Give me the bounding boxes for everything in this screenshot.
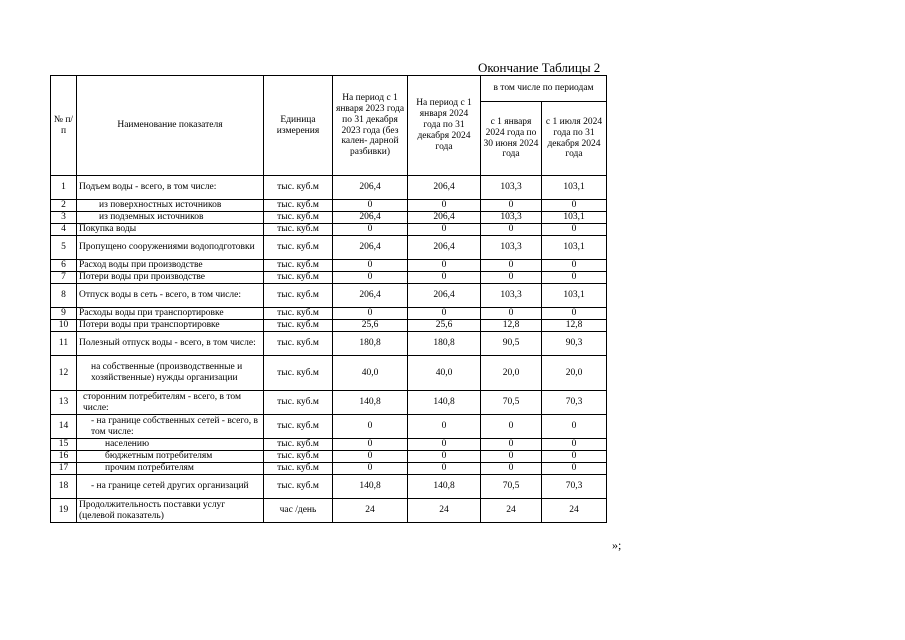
value-2024: 0 <box>408 200 481 212</box>
value-2023: 24 <box>333 499 408 523</box>
indicator-name: Потери воды при производстве <box>77 272 264 284</box>
value-h2-2024: 24 <box>542 499 607 523</box>
table-row <box>51 224 607 236</box>
row-number: 15 <box>51 439 77 451</box>
table-row <box>51 391 607 415</box>
water-balance-table <box>50 75 607 523</box>
value-2024: 40,0 <box>408 356 481 391</box>
row-number: 4 <box>51 224 77 236</box>
table-row <box>51 320 607 332</box>
value-2023: 206,4 <box>333 212 408 224</box>
value-h2-2024: 0 <box>542 260 607 272</box>
value-h2-2024: 0 <box>542 200 607 212</box>
unit-cell: тыс. куб.м <box>264 272 333 284</box>
table-row <box>51 356 607 391</box>
value-h2-2024: 20,0 <box>542 356 607 391</box>
indicator-name: - на границе сетей других организаций <box>77 475 264 499</box>
value-2023: 140,8 <box>333 391 408 415</box>
value-2024: 0 <box>408 260 481 272</box>
value-2023: 0 <box>333 463 408 475</box>
value-h1-2024: 90,5 <box>481 332 542 356</box>
table-row <box>51 451 607 463</box>
indicator-name: Отпуск воды в сеть - всего, в том числе: <box>77 284 264 308</box>
value-h2-2024: 70,3 <box>542 391 607 415</box>
indicator-name: Покупка воды <box>77 224 264 236</box>
value-h1-2024: 70,5 <box>481 475 542 499</box>
unit-cell: тыс. куб.м <box>264 463 333 475</box>
unit-cell: тыс. куб.м <box>264 224 333 236</box>
table-caption: Окончание Таблицы 2 <box>478 60 601 75</box>
unit-cell: тыс. куб.м <box>264 308 333 320</box>
row-number: 9 <box>51 308 77 320</box>
table-row <box>51 212 607 224</box>
unit-cell: тыс. куб.м <box>264 332 333 356</box>
value-2024: 0 <box>408 224 481 236</box>
value-h1-2024: 0 <box>481 451 542 463</box>
table-row <box>51 415 607 439</box>
value-2023: 206,4 <box>333 236 408 260</box>
value-h2-2024: 0 <box>542 463 607 475</box>
value-h1-2024: 0 <box>481 260 542 272</box>
unit-cell: тыс. куб.м <box>264 200 333 212</box>
unit-cell: тыс. куб.м <box>264 475 333 499</box>
row-number: 17 <box>51 463 77 475</box>
row-number: 8 <box>51 284 77 308</box>
header-period-2023: На период с 1 января 2023 года по 31 декабря 2023 года (без кален- дарной разбивки) <box>333 76 408 176</box>
indicator-name: Потери воды при транспортировке <box>77 320 264 332</box>
value-2024: 140,8 <box>408 391 481 415</box>
value-2023: 140,8 <box>333 475 408 499</box>
indicator-name: на собственные (производственные и хозяйственные) нужды организации <box>77 356 264 391</box>
value-2023: 0 <box>333 260 408 272</box>
value-2024: 206,4 <box>408 284 481 308</box>
indicator-name: из подземных источников <box>77 212 264 224</box>
value-2024: 140,8 <box>408 475 481 499</box>
unit-cell: тыс. куб.м <box>264 320 333 332</box>
value-2024: 0 <box>408 439 481 451</box>
closing-quote: »; <box>612 538 622 552</box>
header-half-1: с 1 января 2024 года по 30 июня 2024 года <box>481 102 542 176</box>
indicator-name: населению <box>77 439 264 451</box>
unit-cell: тыс. куб.м <box>264 260 333 272</box>
indicator-name: Расход воды при производстве <box>77 260 264 272</box>
row-number: 10 <box>51 320 77 332</box>
value-h2-2024: 0 <box>542 272 607 284</box>
unit-cell: тыс. куб.м <box>264 176 333 200</box>
value-2023: 0 <box>333 415 408 439</box>
table-row <box>51 200 607 212</box>
value-2023: 206,4 <box>333 284 408 308</box>
value-h2-2024: 90,3 <box>542 332 607 356</box>
header-period-2024: На период с 1 января 2024 года по 31 декабря 2024 года <box>408 76 481 176</box>
indicator-name: Расходы воды при транспортировке <box>77 308 264 320</box>
value-h1-2024: 70,5 <box>481 391 542 415</box>
value-h2-2024: 0 <box>542 451 607 463</box>
value-h1-2024: 103,3 <box>481 236 542 260</box>
row-number: 3 <box>51 212 77 224</box>
row-number: 7 <box>51 272 77 284</box>
value-h2-2024: 0 <box>542 415 607 439</box>
value-2023: 0 <box>333 200 408 212</box>
value-h2-2024: 103,1 <box>542 212 607 224</box>
header-num: № п/п <box>51 76 77 176</box>
value-h2-2024: 12,8 <box>542 320 607 332</box>
table-row <box>51 463 607 475</box>
table-row <box>51 308 607 320</box>
table-row <box>51 272 607 284</box>
header-half-2: с 1 июля 2024 года по 31 декабря 2024 года <box>542 102 607 176</box>
indicator-name: из поверхностных источников <box>77 200 264 212</box>
value-h1-2024: 0 <box>481 415 542 439</box>
table-row <box>51 260 607 272</box>
unit-cell: час /день <box>264 499 333 523</box>
value-h2-2024: 0 <box>542 439 607 451</box>
value-2024: 0 <box>408 463 481 475</box>
unit-cell: тыс. куб.м <box>264 415 333 439</box>
unit-cell: тыс. куб.м <box>264 212 333 224</box>
unit-cell: тыс. куб.м <box>264 391 333 415</box>
value-h1-2024: 0 <box>481 224 542 236</box>
value-2024: 25,6 <box>408 320 481 332</box>
value-h1-2024: 20,0 <box>481 356 542 391</box>
unit-cell: тыс. куб.м <box>264 451 333 463</box>
value-2024: 0 <box>408 272 481 284</box>
row-number: 12 <box>51 356 77 391</box>
indicator-name: Пропущено сооружениями водоподготовки <box>77 236 264 260</box>
table-row <box>51 236 607 260</box>
value-2023: 180,8 <box>333 332 408 356</box>
table-row <box>51 332 607 356</box>
value-h1-2024: 103,3 <box>481 176 542 200</box>
row-number: 2 <box>51 200 77 212</box>
unit-cell: тыс. куб.м <box>264 284 333 308</box>
row-number: 14 <box>51 415 77 439</box>
indicator-name: Полезный отпуск воды - всего, в том числе: <box>77 332 264 356</box>
value-2023: 0 <box>333 439 408 451</box>
unit-cell: тыс. куб.м <box>264 236 333 260</box>
row-number: 5 <box>51 236 77 260</box>
row-number: 16 <box>51 451 77 463</box>
value-2024: 206,4 <box>408 176 481 200</box>
value-2023: 25,6 <box>333 320 408 332</box>
value-2024: 24 <box>408 499 481 523</box>
row-number: 6 <box>51 260 77 272</box>
header-name: Наименование показателя <box>77 76 264 176</box>
header-including-periods: в том числе по периодам <box>481 76 607 102</box>
value-h1-2024: 103,3 <box>481 284 542 308</box>
value-2024: 180,8 <box>408 332 481 356</box>
value-2024: 206,4 <box>408 236 481 260</box>
indicator-name: прочим потребителям <box>77 463 264 475</box>
table-row <box>51 176 607 200</box>
value-h1-2024: 103,3 <box>481 212 542 224</box>
table-row <box>51 284 607 308</box>
header-unit: Единица измерения <box>264 76 333 176</box>
value-h1-2024: 0 <box>481 272 542 284</box>
value-h2-2024: 103,1 <box>542 284 607 308</box>
table-row <box>51 499 607 523</box>
value-2023: 40,0 <box>333 356 408 391</box>
row-number: 18 <box>51 475 77 499</box>
value-h2-2024: 0 <box>542 224 607 236</box>
value-2023: 206,4 <box>333 176 408 200</box>
value-h1-2024: 0 <box>481 200 542 212</box>
value-2023: 0 <box>333 308 408 320</box>
indicator-name: Продолжительность поставки услуг (целевой показатель) <box>77 499 264 523</box>
row-number: 19 <box>51 499 77 523</box>
table-row <box>51 439 607 451</box>
indicator-name: сторонним потребителям - всего, в том числе: <box>77 391 264 415</box>
indicator-name: Подъем воды - всего, в том числе: <box>77 176 264 200</box>
value-2024: 206,4 <box>408 212 481 224</box>
value-2023: 0 <box>333 272 408 284</box>
table-row <box>51 475 607 499</box>
value-h1-2024: 24 <box>481 499 542 523</box>
value-2023: 0 <box>333 224 408 236</box>
unit-cell: тыс. куб.м <box>264 356 333 391</box>
value-2023: 0 <box>333 451 408 463</box>
row-number: 13 <box>51 391 77 415</box>
value-h1-2024: 0 <box>481 439 542 451</box>
value-h1-2024: 0 <box>481 308 542 320</box>
value-2024: 0 <box>408 415 481 439</box>
value-2024: 0 <box>408 451 481 463</box>
value-h2-2024: 0 <box>542 308 607 320</box>
indicator-name: - на границе собственных сетей - всего, в том числе: <box>77 415 264 439</box>
value-h2-2024: 70,3 <box>542 475 607 499</box>
unit-cell: тыс. куб.м <box>264 439 333 451</box>
row-number: 1 <box>51 176 77 200</box>
indicator-name: бюджетным потребителям <box>77 451 264 463</box>
value-h1-2024: 0 <box>481 463 542 475</box>
value-h2-2024: 103,1 <box>542 176 607 200</box>
row-number: 11 <box>51 332 77 356</box>
value-2024: 0 <box>408 308 481 320</box>
value-h2-2024: 103,1 <box>542 236 607 260</box>
value-h1-2024: 12,8 <box>481 320 542 332</box>
